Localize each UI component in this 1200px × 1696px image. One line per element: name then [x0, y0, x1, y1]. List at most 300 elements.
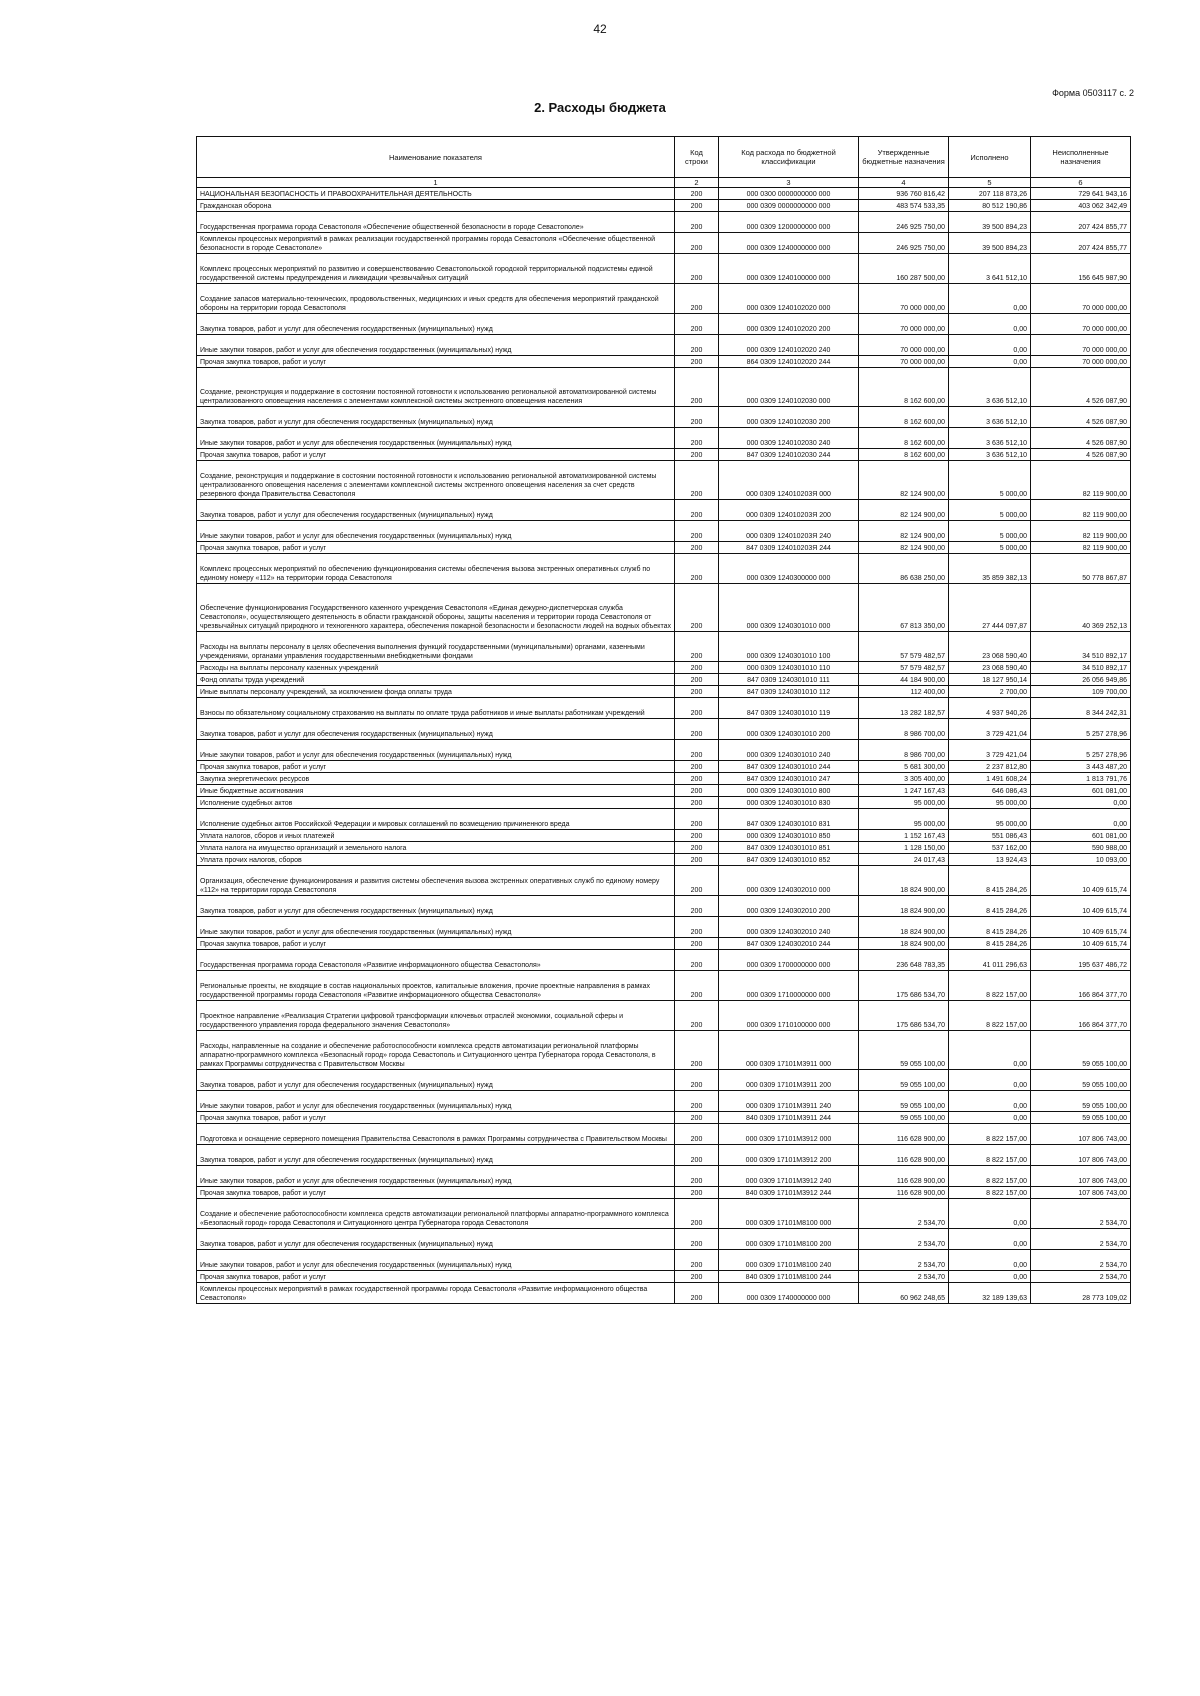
row-executed: 3 636 512,10 — [949, 407, 1031, 428]
table-row — [197, 356, 1131, 368]
row-approved: 2 534,70 — [859, 1229, 949, 1250]
row-name: Комплексы процессных мероприятий в рамках реализации государственной программы города Севастополя «Обеспечение общественной безопасности в городе Севастополе» — [197, 233, 675, 254]
row-unexecuted: 403 062 342,49 — [1031, 200, 1131, 212]
table-row — [197, 1199, 1131, 1229]
row-executed: 0,00 — [949, 314, 1031, 335]
row-name: Иные закупки товаров, работ и услуг для обеспечения государственных (муниципальных) нужд — [197, 1166, 675, 1187]
row-approved: 59 055 100,00 — [859, 1112, 949, 1124]
row-line-code: 200 — [675, 662, 719, 674]
row-name: НАЦИОНАЛЬНАЯ БЕЗОПАСНОСТЬ И ПРАВООХРАНИТЕЛЬНАЯ ДЕЯТЕЛЬНОСТЬ — [197, 188, 675, 200]
row-line-code: 200 — [675, 830, 719, 842]
table-row — [197, 830, 1131, 842]
row-line-code: 200 — [675, 1112, 719, 1124]
table-row — [197, 1070, 1131, 1091]
row-unexecuted: 59 055 100,00 — [1031, 1070, 1131, 1091]
row-line-code: 200 — [675, 356, 719, 368]
row-unexecuted: 26 056 949,86 — [1031, 674, 1131, 686]
row-name: Иные закупки товаров, работ и услуг для обеспечения государственных (муниципальных) нужд — [197, 428, 675, 449]
row-executed: 23 068 590,40 — [949, 632, 1031, 662]
row-line-code: 200 — [675, 200, 719, 212]
row-unexecuted: 70 000 000,00 — [1031, 284, 1131, 314]
row-executed: 8 415 284,26 — [949, 938, 1031, 950]
row-classification-code: 000 0309 0000000000 000 — [719, 200, 859, 212]
row-approved: 18 824 900,00 — [859, 866, 949, 896]
row-executed: 41 011 296,63 — [949, 950, 1031, 971]
row-name: Расходы, направленные на создание и обеспечение работоспособности комплекса средств автоматизации региональной платформы аппаратно-программного комплекса «Безопасный город» города Севастополь и Ситуационного центра Губернатора города Севастополя, в рамках Программы сотрудничества с Правительством Москвы — [197, 1031, 675, 1070]
table-row — [197, 335, 1131, 356]
row-executed: 39 500 894,23 — [949, 233, 1031, 254]
row-executed: 3 636 512,10 — [949, 368, 1031, 407]
table-row — [197, 917, 1131, 938]
table-row — [197, 554, 1131, 584]
row-executed: 3 729 421,04 — [949, 719, 1031, 740]
row-classification-code: 000 0309 124010203Я 240 — [719, 521, 859, 542]
row-unexecuted: 4 526 087,90 — [1031, 368, 1131, 407]
row-line-code: 200 — [675, 368, 719, 407]
row-executed: 35 859 382,13 — [949, 554, 1031, 584]
row-line-code: 200 — [675, 1250, 719, 1271]
row-executed: 551 086,43 — [949, 830, 1031, 842]
row-classification-code: 000 0309 1240301010 000 — [719, 584, 859, 632]
row-line-code: 200 — [675, 461, 719, 500]
row-name: Фонд оплаты труда учреждений — [197, 674, 675, 686]
row-unexecuted: 0,00 — [1031, 797, 1131, 809]
row-executed: 27 444 097,87 — [949, 584, 1031, 632]
row-classification-code: 000 0309 1240102030 000 — [719, 368, 859, 407]
row-executed: 13 924,43 — [949, 854, 1031, 866]
row-line-code: 200 — [675, 698, 719, 719]
row-approved: 67 813 350,00 — [859, 584, 949, 632]
row-approved: 57 579 482,57 — [859, 662, 949, 674]
row-executed: 646 086,43 — [949, 785, 1031, 797]
row-approved: 246 925 750,00 — [859, 212, 949, 233]
row-classification-code: 000 0309 1240100000 000 — [719, 254, 859, 284]
row-unexecuted: 107 806 743,00 — [1031, 1187, 1131, 1199]
row-line-code: 200 — [675, 335, 719, 356]
row-classification-code: 847 0309 1240301010 112 — [719, 686, 859, 698]
row-line-code: 200 — [675, 950, 719, 971]
table-row — [197, 698, 1131, 719]
table-row — [197, 740, 1131, 761]
row-approved: 936 760 816,42 — [859, 188, 949, 200]
row-line-code: 200 — [675, 854, 719, 866]
row-classification-code: 000 0309 17101М8100 240 — [719, 1250, 859, 1271]
row-classification-code: 000 0309 17101М8100 000 — [719, 1199, 859, 1229]
table-row — [197, 188, 1131, 200]
row-unexecuted: 207 424 855,77 — [1031, 233, 1131, 254]
row-classification-code: 000 0309 17101М3911 200 — [719, 1070, 859, 1091]
row-approved: 59 055 100,00 — [859, 1031, 949, 1070]
row-unexecuted: 28 773 109,02 — [1031, 1283, 1131, 1304]
table-row — [197, 233, 1131, 254]
row-name: Закупка товаров, работ и услуг для обеспечения государственных (муниципальных) нужд — [197, 896, 675, 917]
row-classification-code: 000 0309 1240102020 240 — [719, 335, 859, 356]
row-name: Закупка товаров, работ и услуг для обеспечения государственных (муниципальных) нужд — [197, 719, 675, 740]
row-unexecuted: 59 055 100,00 — [1031, 1112, 1131, 1124]
table-row — [197, 407, 1131, 428]
row-approved: 116 628 900,00 — [859, 1145, 949, 1166]
row-name: Закупка товаров, работ и услуг для обеспечения государственных (муниципальных) нужд — [197, 314, 675, 335]
row-name: Закупка товаров, работ и услуг для обеспечения государственных (муниципальных) нужд — [197, 1070, 675, 1091]
table-row — [197, 866, 1131, 896]
row-name: Иные закупки товаров, работ и услуг для обеспечения государственных (муниципальных) нужд — [197, 740, 675, 761]
row-executed: 23 068 590,40 — [949, 662, 1031, 674]
row-unexecuted: 166 864 377,70 — [1031, 1001, 1131, 1031]
table-row — [197, 686, 1131, 698]
row-approved: 3 305 400,00 — [859, 773, 949, 785]
row-classification-code: 000 0309 1240102030 240 — [719, 428, 859, 449]
form-code: Форма 0503117 с. 2 — [1052, 88, 1134, 98]
row-line-code: 200 — [675, 407, 719, 428]
row-approved: 116 628 900,00 — [859, 1166, 949, 1187]
table-row — [197, 1166, 1131, 1187]
row-unexecuted: 195 637 486,72 — [1031, 950, 1131, 971]
row-unexecuted: 40 369 252,13 — [1031, 584, 1131, 632]
table-row — [197, 521, 1131, 542]
row-approved: 57 579 482,57 — [859, 632, 949, 662]
row-classification-code: 000 0309 1240301010 800 — [719, 785, 859, 797]
table-row — [197, 254, 1131, 284]
table-row — [197, 428, 1131, 449]
row-approved: 8 162 600,00 — [859, 368, 949, 407]
row-classification-code: 000 0309 1710100000 000 — [719, 1001, 859, 1031]
row-unexecuted: 2 534,70 — [1031, 1199, 1131, 1229]
row-name: Расходы на выплаты персоналу в целях обеспечения выполнения функций государственными (муниципальными) органами, казенными учреждениями, органами управления государственными внебюджетными фондами — [197, 632, 675, 662]
row-line-code: 200 — [675, 449, 719, 461]
row-unexecuted: 2 534,70 — [1031, 1229, 1131, 1250]
row-name: Создание запасов материально-технических, продовольственных, медицинских и иных средств для обеспечения мероприятий гражданской обороны на территории города Севастополя — [197, 284, 675, 314]
row-classification-code: 000 0309 17101М3911 000 — [719, 1031, 859, 1070]
table-body — [197, 188, 1131, 1304]
row-name: Исполнение судебных актов — [197, 797, 675, 809]
row-executed: 95 000,00 — [949, 797, 1031, 809]
row-executed: 0,00 — [949, 1250, 1031, 1271]
table-row — [197, 449, 1131, 461]
column-number: 1 — [197, 178, 675, 188]
row-approved: 1 152 167,43 — [859, 830, 949, 842]
table-row — [197, 368, 1131, 407]
row-executed: 39 500 894,23 — [949, 212, 1031, 233]
column-number-row — [197, 178, 1131, 188]
row-line-code: 200 — [675, 212, 719, 233]
row-line-code: 200 — [675, 1091, 719, 1112]
row-approved: 2 534,70 — [859, 1199, 949, 1229]
row-name: Закупка энергетических ресурсов — [197, 773, 675, 785]
row-approved: 175 686 534,70 — [859, 971, 949, 1001]
row-line-code: 200 — [675, 1229, 719, 1250]
row-name: Прочая закупка товаров, работ и услуг — [197, 938, 675, 950]
row-classification-code: 847 0309 1240301010 244 — [719, 761, 859, 773]
row-executed: 4 937 940,26 — [949, 698, 1031, 719]
row-name: Иные выплаты персоналу учреждений, за исключением фонда оплаты труда — [197, 686, 675, 698]
row-name: Иные закупки товаров, работ и услуг для обеспечения государственных (муниципальных) нужд — [197, 1091, 675, 1112]
table-row — [197, 1124, 1131, 1145]
header-line-code: Код строки — [675, 137, 719, 178]
row-classification-code: 000 0309 1240000000 000 — [719, 233, 859, 254]
row-executed: 0,00 — [949, 1070, 1031, 1091]
row-name: Подготовка и оснащение серверного помещения Правительства Севастополя в рамках Программы сотрудничества с Правительством Москвы — [197, 1124, 675, 1145]
row-unexecuted: 156 645 987,90 — [1031, 254, 1131, 284]
row-approved: 95 000,00 — [859, 797, 949, 809]
row-classification-code: 000 0309 1240301010 110 — [719, 662, 859, 674]
row-classification-code: 000 0309 1240301010 830 — [719, 797, 859, 809]
row-executed: 3 641 512,10 — [949, 254, 1031, 284]
row-unexecuted: 2 534,70 — [1031, 1250, 1131, 1271]
row-classification-code: 000 0309 17101М3912 200 — [719, 1145, 859, 1166]
row-line-code: 200 — [675, 254, 719, 284]
row-unexecuted: 59 055 100,00 — [1031, 1031, 1131, 1070]
row-classification-code: 000 0309 1240302010 240 — [719, 917, 859, 938]
row-approved: 175 686 534,70 — [859, 1001, 949, 1031]
table-row — [197, 1031, 1131, 1070]
table-row — [197, 1187, 1131, 1199]
row-unexecuted: 10 409 615,74 — [1031, 896, 1131, 917]
row-unexecuted: 107 806 743,00 — [1031, 1145, 1131, 1166]
row-line-code: 200 — [675, 785, 719, 797]
row-unexecuted: 4 526 087,90 — [1031, 407, 1131, 428]
row-line-code: 200 — [675, 797, 719, 809]
row-approved: 116 628 900,00 — [859, 1187, 949, 1199]
row-unexecuted: 82 119 900,00 — [1031, 461, 1131, 500]
row-name: Прочая закупка товаров, работ и услуг — [197, 356, 675, 368]
row-classification-code: 000 0309 1240302010 000 — [719, 866, 859, 896]
row-classification-code: 000 0309 1240300000 000 — [719, 554, 859, 584]
table-row — [197, 896, 1131, 917]
table-row — [197, 761, 1131, 773]
row-name: Гражданская оборона — [197, 200, 675, 212]
row-approved: 70 000 000,00 — [859, 314, 949, 335]
row-approved: 18 824 900,00 — [859, 917, 949, 938]
row-name: Исполнение судебных актов Российской Федерации и мировых соглашений по возмещению причиненного вреда — [197, 809, 675, 830]
row-line-code: 200 — [675, 1070, 719, 1091]
row-name: Иные закупки товаров, работ и услуг для обеспечения государственных (муниципальных) нужд — [197, 917, 675, 938]
row-line-code: 200 — [675, 1166, 719, 1187]
header-name: Наименование показателя — [197, 137, 675, 178]
table-header-row — [197, 137, 1131, 178]
row-approved: 86 638 250,00 — [859, 554, 949, 584]
row-approved: 2 534,70 — [859, 1250, 949, 1271]
row-unexecuted: 8 344 242,31 — [1031, 698, 1131, 719]
row-approved: 24 017,43 — [859, 854, 949, 866]
table-row — [197, 773, 1131, 785]
row-approved: 8 162 600,00 — [859, 428, 949, 449]
row-line-code: 200 — [675, 188, 719, 200]
row-classification-code: 847 0309 124010203Я 244 — [719, 542, 859, 554]
row-approved: 82 124 900,00 — [859, 542, 949, 554]
row-unexecuted: 82 119 900,00 — [1031, 521, 1131, 542]
header-approved: Утвержденные бюджетные назначения — [859, 137, 949, 178]
row-unexecuted: 82 119 900,00 — [1031, 500, 1131, 521]
row-line-code: 200 — [675, 773, 719, 785]
row-classification-code: 000 0309 1240102020 000 — [719, 284, 859, 314]
row-approved: 60 962 248,65 — [859, 1283, 949, 1304]
row-approved: 2 534,70 — [859, 1271, 949, 1283]
row-executed: 537 162,00 — [949, 842, 1031, 854]
row-name: Обеспечение функционирования Государственного казенного учреждения Севастополя «Единая дежурно-диспетчерская служба Севастополя», осуществляющего деятельность в области гражданской обороны, защиты населения и территории города Севастополя от чрезвычайных ситуаций природного и техногенного характера, обеспечения пожарной безопасности и безопасности людей на водных объектах — [197, 584, 675, 632]
table-row — [197, 200, 1131, 212]
row-unexecuted: 109 700,00 — [1031, 686, 1131, 698]
row-approved: 1 128 150,00 — [859, 842, 949, 854]
row-name: Комплекс процессных мероприятий по обеспечению функционирования системы обеспечения вызова экстренных оперативных служб по единому номеру «112» на территории города Севастополя — [197, 554, 675, 584]
row-classification-code: 000 0309 1240301010 100 — [719, 632, 859, 662]
row-unexecuted: 729 641 943,16 — [1031, 188, 1131, 200]
table-row — [197, 809, 1131, 830]
row-line-code: 200 — [675, 1145, 719, 1166]
row-unexecuted: 34 510 892,17 — [1031, 632, 1131, 662]
row-executed: 0,00 — [949, 1091, 1031, 1112]
row-name: Прочая закупка товаров, работ и услуг — [197, 449, 675, 461]
row-unexecuted: 107 806 743,00 — [1031, 1124, 1131, 1145]
row-unexecuted: 59 055 100,00 — [1031, 1091, 1131, 1112]
row-name: Прочая закупка товаров, работ и услуг — [197, 542, 675, 554]
row-approved: 160 287 500,00 — [859, 254, 949, 284]
table-row — [197, 1250, 1131, 1271]
row-approved: 59 055 100,00 — [859, 1091, 949, 1112]
row-name: Создание, реконструкция и поддержание в состоянии постоянной готовности к использованию региональной автоматизированной системы централизованного оповещения населения с элементами комплексной системы экстренного оповещения населения за счет средств резервного фонда Правительства Севастополя — [197, 461, 675, 500]
row-approved: 95 000,00 — [859, 809, 949, 830]
row-executed: 80 512 190,86 — [949, 200, 1031, 212]
row-classification-code: 847 0309 1240301010 852 — [719, 854, 859, 866]
table-row — [197, 719, 1131, 740]
row-name: Государственная программа города Севастополя «Обеспечение общественной безопасности в городе Севастополе» — [197, 212, 675, 233]
row-name: Прочая закупка товаров, работ и услуг — [197, 1187, 675, 1199]
row-executed: 0,00 — [949, 1199, 1031, 1229]
row-approved: 70 000 000,00 — [859, 356, 949, 368]
row-approved: 59 055 100,00 — [859, 1070, 949, 1091]
table-row — [197, 284, 1131, 314]
row-classification-code: 000 0309 1700000000 000 — [719, 950, 859, 971]
row-line-code: 200 — [675, 632, 719, 662]
row-approved: 13 282 182,57 — [859, 698, 949, 719]
row-name: Прочая закупка товаров, работ и услуг — [197, 761, 675, 773]
row-approved: 112 400,00 — [859, 686, 949, 698]
row-line-code: 200 — [675, 686, 719, 698]
row-executed: 32 189 139,63 — [949, 1283, 1031, 1304]
row-executed: 0,00 — [949, 1031, 1031, 1070]
row-name: Уплата налогов, сборов и иных платежей — [197, 830, 675, 842]
row-name: Уплата налога на имущество организаций и земельного налога — [197, 842, 675, 854]
table-row — [197, 1229, 1131, 1250]
row-name: Государственная программа города Севастополя «Развитие информационного общества Севастополя» — [197, 950, 675, 971]
row-executed: 2 700,00 — [949, 686, 1031, 698]
row-line-code: 200 — [675, 500, 719, 521]
row-executed: 5 000,00 — [949, 461, 1031, 500]
row-classification-code: 847 0309 1240301010 247 — [719, 773, 859, 785]
row-executed: 8 822 157,00 — [949, 1124, 1031, 1145]
row-classification-code: 000 0300 0000000000 000 — [719, 188, 859, 200]
row-unexecuted: 5 257 278,96 — [1031, 719, 1131, 740]
row-name: Закупка товаров, работ и услуг для обеспечения государственных (муниципальных) нужд — [197, 407, 675, 428]
row-classification-code: 840 0309 17101М3911 244 — [719, 1112, 859, 1124]
row-name: Закупка товаров, работ и услуг для обеспечения государственных (муниципальных) нужд — [197, 1229, 675, 1250]
row-line-code: 200 — [675, 971, 719, 1001]
table-row — [197, 542, 1131, 554]
row-classification-code: 000 0309 17101М3912 240 — [719, 1166, 859, 1187]
row-line-code: 200 — [675, 521, 719, 542]
row-line-code: 200 — [675, 1199, 719, 1229]
row-unexecuted: 70 000 000,00 — [1031, 335, 1131, 356]
row-approved: 236 648 783,35 — [859, 950, 949, 971]
table-row — [197, 461, 1131, 500]
row-approved: 1 247 167,43 — [859, 785, 949, 797]
row-name: Взносы по обязательному социальному страхованию на выплаты по оплате труда работников и иные выплаты работникам учреждений — [197, 698, 675, 719]
row-approved: 18 824 900,00 — [859, 896, 949, 917]
row-name: Расходы на выплаты персоналу казенных учреждений — [197, 662, 675, 674]
row-line-code: 200 — [675, 740, 719, 761]
expenditures-table-container — [196, 136, 1130, 1304]
row-unexecuted: 70 000 000,00 — [1031, 356, 1131, 368]
table-row — [197, 632, 1131, 662]
row-executed: 3 636 512,10 — [949, 428, 1031, 449]
row-executed: 0,00 — [949, 1229, 1031, 1250]
row-approved: 8 986 700,00 — [859, 740, 949, 761]
row-unexecuted: 2 534,70 — [1031, 1271, 1131, 1283]
row-executed: 8 822 157,00 — [949, 1145, 1031, 1166]
row-executed: 8 822 157,00 — [949, 971, 1031, 1001]
row-line-code: 200 — [675, 866, 719, 896]
row-classification-code: 847 0309 1240301010 831 — [719, 809, 859, 830]
row-classification-code: 000 0309 1200000000 000 — [719, 212, 859, 233]
row-classification-code: 000 0309 1240302010 200 — [719, 896, 859, 917]
row-approved: 82 124 900,00 — [859, 521, 949, 542]
row-unexecuted: 107 806 743,00 — [1031, 1166, 1131, 1187]
table-row — [197, 938, 1131, 950]
table-row — [197, 785, 1131, 797]
row-approved: 44 184 900,00 — [859, 674, 949, 686]
table-row — [197, 797, 1131, 809]
row-approved: 8 162 600,00 — [859, 407, 949, 428]
row-name: Иные закупки товаров, работ и услуг для обеспечения государственных (муниципальных) нужд — [197, 1250, 675, 1271]
row-executed: 0,00 — [949, 284, 1031, 314]
table-row — [197, 1112, 1131, 1124]
row-unexecuted: 4 526 087,90 — [1031, 449, 1131, 461]
row-name: Комплекс процессных мероприятий по развитию и совершенствованию Севастопольской городской территориальной подсистемы единой государственной системы предупреждения и ликвидации чрезвычайных ситуаций — [197, 254, 675, 284]
row-unexecuted: 590 988,00 — [1031, 842, 1131, 854]
row-line-code: 200 — [675, 542, 719, 554]
row-classification-code: 000 0309 124010203Я 000 — [719, 461, 859, 500]
row-line-code: 200 — [675, 314, 719, 335]
row-executed: 207 118 873,26 — [949, 188, 1031, 200]
row-classification-code: 000 0309 1240301010 850 — [719, 830, 859, 842]
row-classification-code: 847 0309 1240301010 119 — [719, 698, 859, 719]
row-classification-code: 847 0309 1240102030 244 — [719, 449, 859, 461]
column-number: 2 — [675, 178, 719, 188]
row-line-code: 200 — [675, 842, 719, 854]
row-executed: 5 000,00 — [949, 500, 1031, 521]
row-classification-code: 864 0309 1240102020 244 — [719, 356, 859, 368]
row-approved: 116 628 900,00 — [859, 1124, 949, 1145]
row-approved: 70 000 000,00 — [859, 335, 949, 356]
table-row — [197, 662, 1131, 674]
row-executed: 8 415 284,26 — [949, 896, 1031, 917]
row-classification-code: 000 0309 1240102030 200 — [719, 407, 859, 428]
table-row — [197, 1145, 1131, 1166]
row-name: Закупка товаров, работ и услуг для обеспечения государственных (муниципальных) нужд — [197, 500, 675, 521]
document-title: 2. Расходы бюджета — [534, 100, 666, 115]
table-row — [197, 1271, 1131, 1283]
table-row — [197, 1091, 1131, 1112]
row-name: Иные бюджетные ассигнования — [197, 785, 675, 797]
header-unexecuted: Неисполненные назначения — [1031, 137, 1131, 178]
table-row — [197, 1001, 1131, 1031]
table-row — [197, 950, 1131, 971]
row-name: Закупка товаров, работ и услуг для обеспечения государственных (муниципальных) нужд — [197, 1145, 675, 1166]
row-executed: 8 822 157,00 — [949, 1166, 1031, 1187]
row-approved: 5 681 300,00 — [859, 761, 949, 773]
row-name: Создание, реконструкция и поддержание в состоянии постоянной готовности к использованию региональной автоматизированной системы централизованного оповещения населения с элементами комплексной системы экстренного оповещения населения — [197, 368, 675, 407]
row-classification-code: 840 0309 17101М8100 244 — [719, 1271, 859, 1283]
column-number: 6 — [1031, 178, 1131, 188]
